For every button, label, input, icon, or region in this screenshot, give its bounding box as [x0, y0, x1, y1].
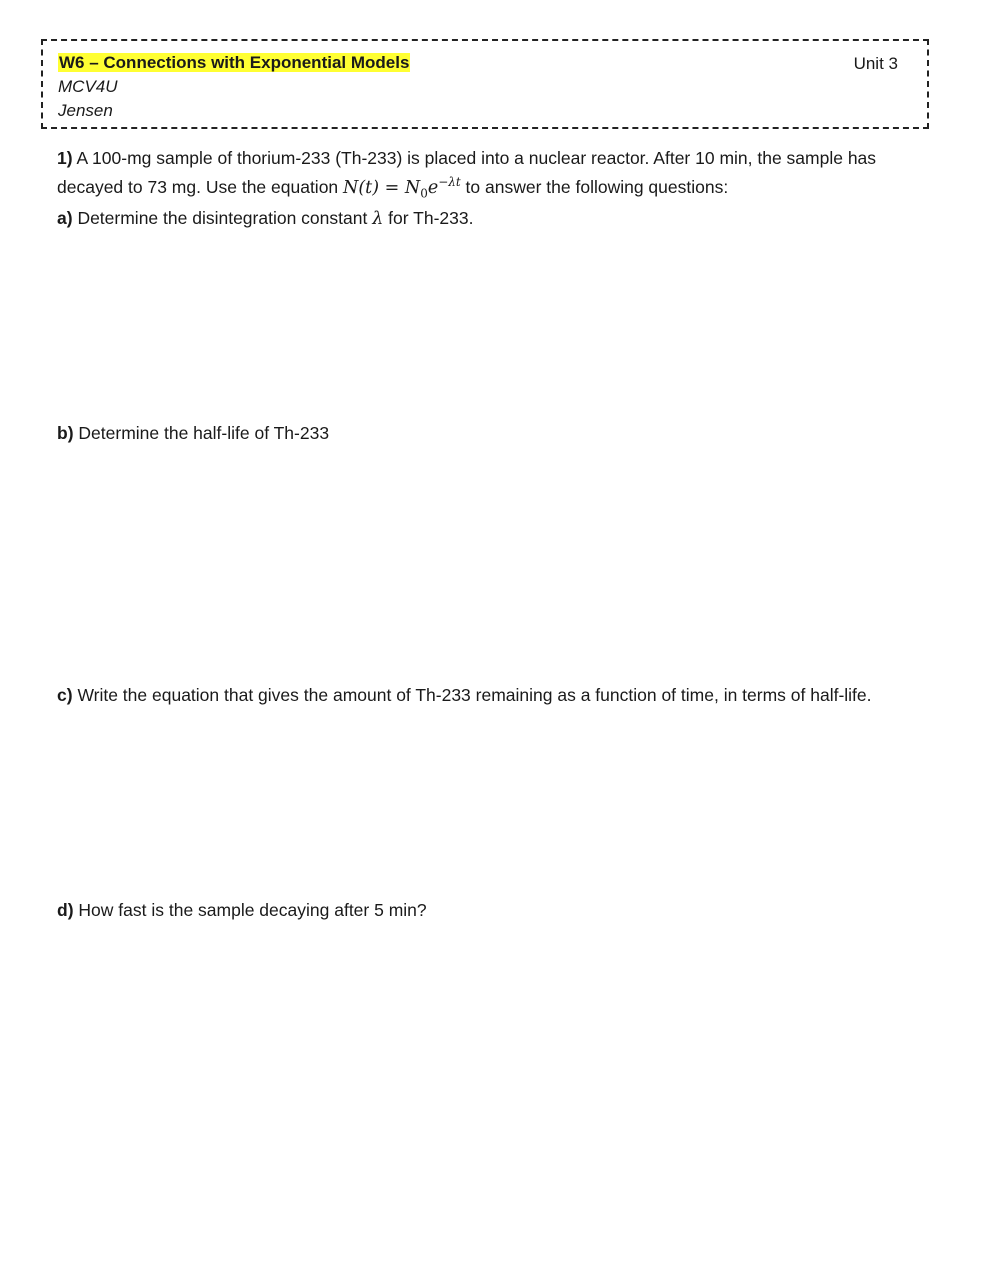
equation-subscript: 0: [420, 186, 428, 201]
question-1-text-line2-end: to answer the following questions:: [465, 176, 729, 197]
question-1-text-line2: decayed to 73 mg. Use the equation: [57, 176, 339, 197]
part-d: [57, 898, 427, 922]
worksheet-title: [58, 52, 410, 74]
equation-n: N: [404, 177, 421, 198]
equation-exponent: −λt: [438, 175, 461, 189]
teacher-name: Jensen: [58, 101, 113, 120]
equation-lhs: N(t): [343, 177, 380, 198]
part-d-text: How fast is the sample decaying after 5 min?: [78, 900, 427, 920]
part-c-text: Write the equation that gives the amount of Th-233 remaining as a function of time, in terms of half-life.: [77, 685, 872, 705]
question-1-text-line1: A 100-mg sample of thorium-233 (Th-233) is placed into a nuclear reactor. After 10 min, the sample has: [76, 148, 877, 168]
unit-label: Unit 3: [853, 54, 898, 73]
equation-equals: =: [384, 177, 400, 198]
part-c-label: c): [57, 685, 73, 705]
part-a-label: a): [57, 208, 73, 228]
equation-e: e: [427, 177, 439, 198]
part-d-label: d): [57, 900, 74, 920]
lambda-symbol: λ: [372, 209, 384, 229]
part-a-text-end: for Th-233.: [388, 208, 474, 228]
header-box: [41, 39, 929, 129]
part-b-text: Determine the half-life of Th-233: [78, 423, 330, 443]
part-a: [57, 206, 473, 231]
question-1: [57, 146, 876, 205]
question-1-number: 1): [57, 148, 73, 168]
part-b: [57, 421, 329, 445]
decay-equation: [343, 175, 461, 201]
worksheet-title-text: W6 – Connections with Exponential Models: [59, 53, 410, 72]
part-c: [57, 683, 872, 707]
part-b-label: b): [57, 423, 74, 443]
part-a-text: Determine the disintegration constant: [77, 208, 368, 228]
course-code: MCV4U: [58, 77, 118, 96]
